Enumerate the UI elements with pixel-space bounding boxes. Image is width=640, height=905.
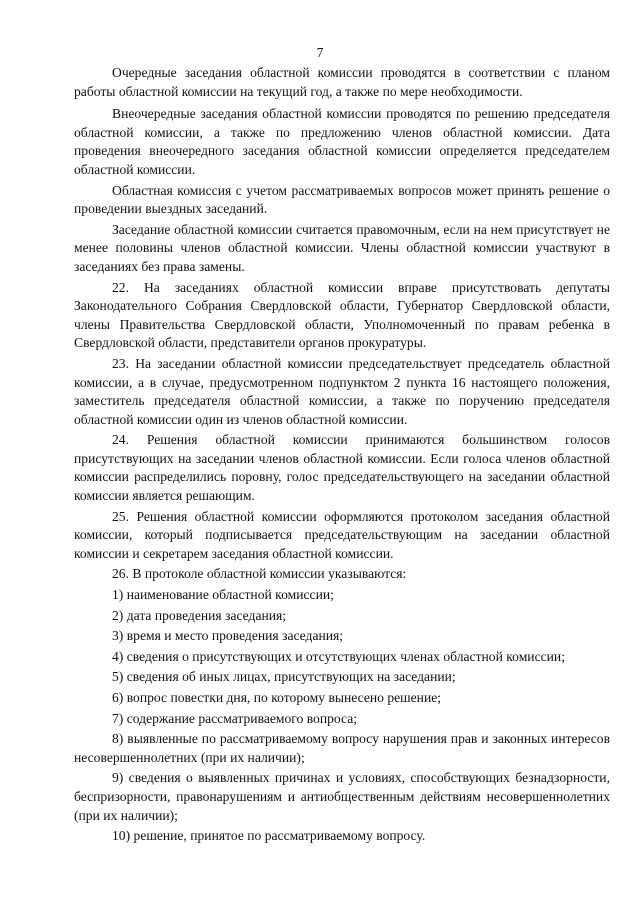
paragraph-quorum: Заседание областной комиссии считается правомочным, если на нем присутствует не менее половины членов областной комиссии. Члены областной комиссии участвуют в заседаниях без права замены.	[74, 221, 610, 274]
page-number: 7	[316, 45, 324, 60]
list-item: 2) дата проведения заседания;	[112, 607, 287, 623]
list-item: 6) вопрос повестки дня, по которому вынесено решение;	[112, 690, 442, 705]
document-body	[74, 64, 610, 848]
paragraph-clause-23: 23. На заседании областной комиссии председательствует председатель областной комиссии, а в случае, предусмотренном подпунктом 2 пункта 16 настоящего положения, заместитель председателя областной комиссии, а также по поручению председателя областной комиссии один из членов областной комиссии.	[74, 355, 610, 427]
list-item: 10) решение, принятое по рассматриваемому вопросу.	[112, 828, 426, 844]
list-item: 4) сведения о присутствующих и отсутствующих членах областной комиссии;	[112, 648, 565, 664]
paragraph-clause-26: 26. В протоколе областной комиссии указываются:	[112, 566, 407, 582]
list-item: 3) время и место проведения заседания;	[112, 628, 344, 644]
list-item: 8) выявленные по рассматриваемому вопросу нарушения прав и законных интересов несовершеннолетних (при их наличии);	[74, 731, 610, 765]
paragraph-clause-22: 22. На заседаниях областной комиссии вправе присутствовать депутаты Законодательного Собрания Свердловской области, Губернатор Свердловской области, члены Правительства Свердловской области, Уполномоченный по правам ребенка в Свердловской области, представители органов прокуратуры.	[74, 279, 610, 351]
paragraph-extraordinary-meetings: Внеочередные заседания областной комиссии проводятся по решению председателя областной комиссии, а также по предложению членов областной комиссии. Дата проведения внеочередного заседания областной комиссии определяется председателем областной комиссии.	[74, 106, 610, 177]
paragraph-field-meetings: Областная комиссия с учетом рассматриваемых вопросов может принять решение о проведении выездных заседаний.	[74, 182, 610, 217]
paragraph-regular-meetings: Очередные заседания областной комиссии проводятся в соответствии с планом работы областной комиссии на текущий год, а также по мере необходимости.	[74, 65, 610, 99]
list-item: 9) сведения о выявленных причинах и условиях, способствующих безнадзорности, беспризорности, правонарушениям и антиобщественным действиям несовершеннолетних (при их наличии);	[74, 770, 610, 823]
list-item: 1) наименование областной комиссии;	[112, 587, 334, 603]
paragraph-clause-25: 25. Решения областной комиссии оформляются протоколом заседания областной комиссии, который подписывается председательствующим на заседании областной комиссии и секретарем заседания областной комиссии.	[74, 508, 610, 561]
list-item: 7) содержание рассматриваемого вопроса;	[112, 710, 358, 726]
list-item: 5) сведения об иных лицах, присутствующих на заседании;	[112, 669, 456, 685]
paragraph-clause-24: 24. Решения областной комиссии принимаются большинством голосов присутствующих на заседании членов областной комиссии. Если голоса членов областной комиссии распределились поровну, голос председательствующего на заседании областной комиссии является решающим.	[74, 432, 610, 504]
